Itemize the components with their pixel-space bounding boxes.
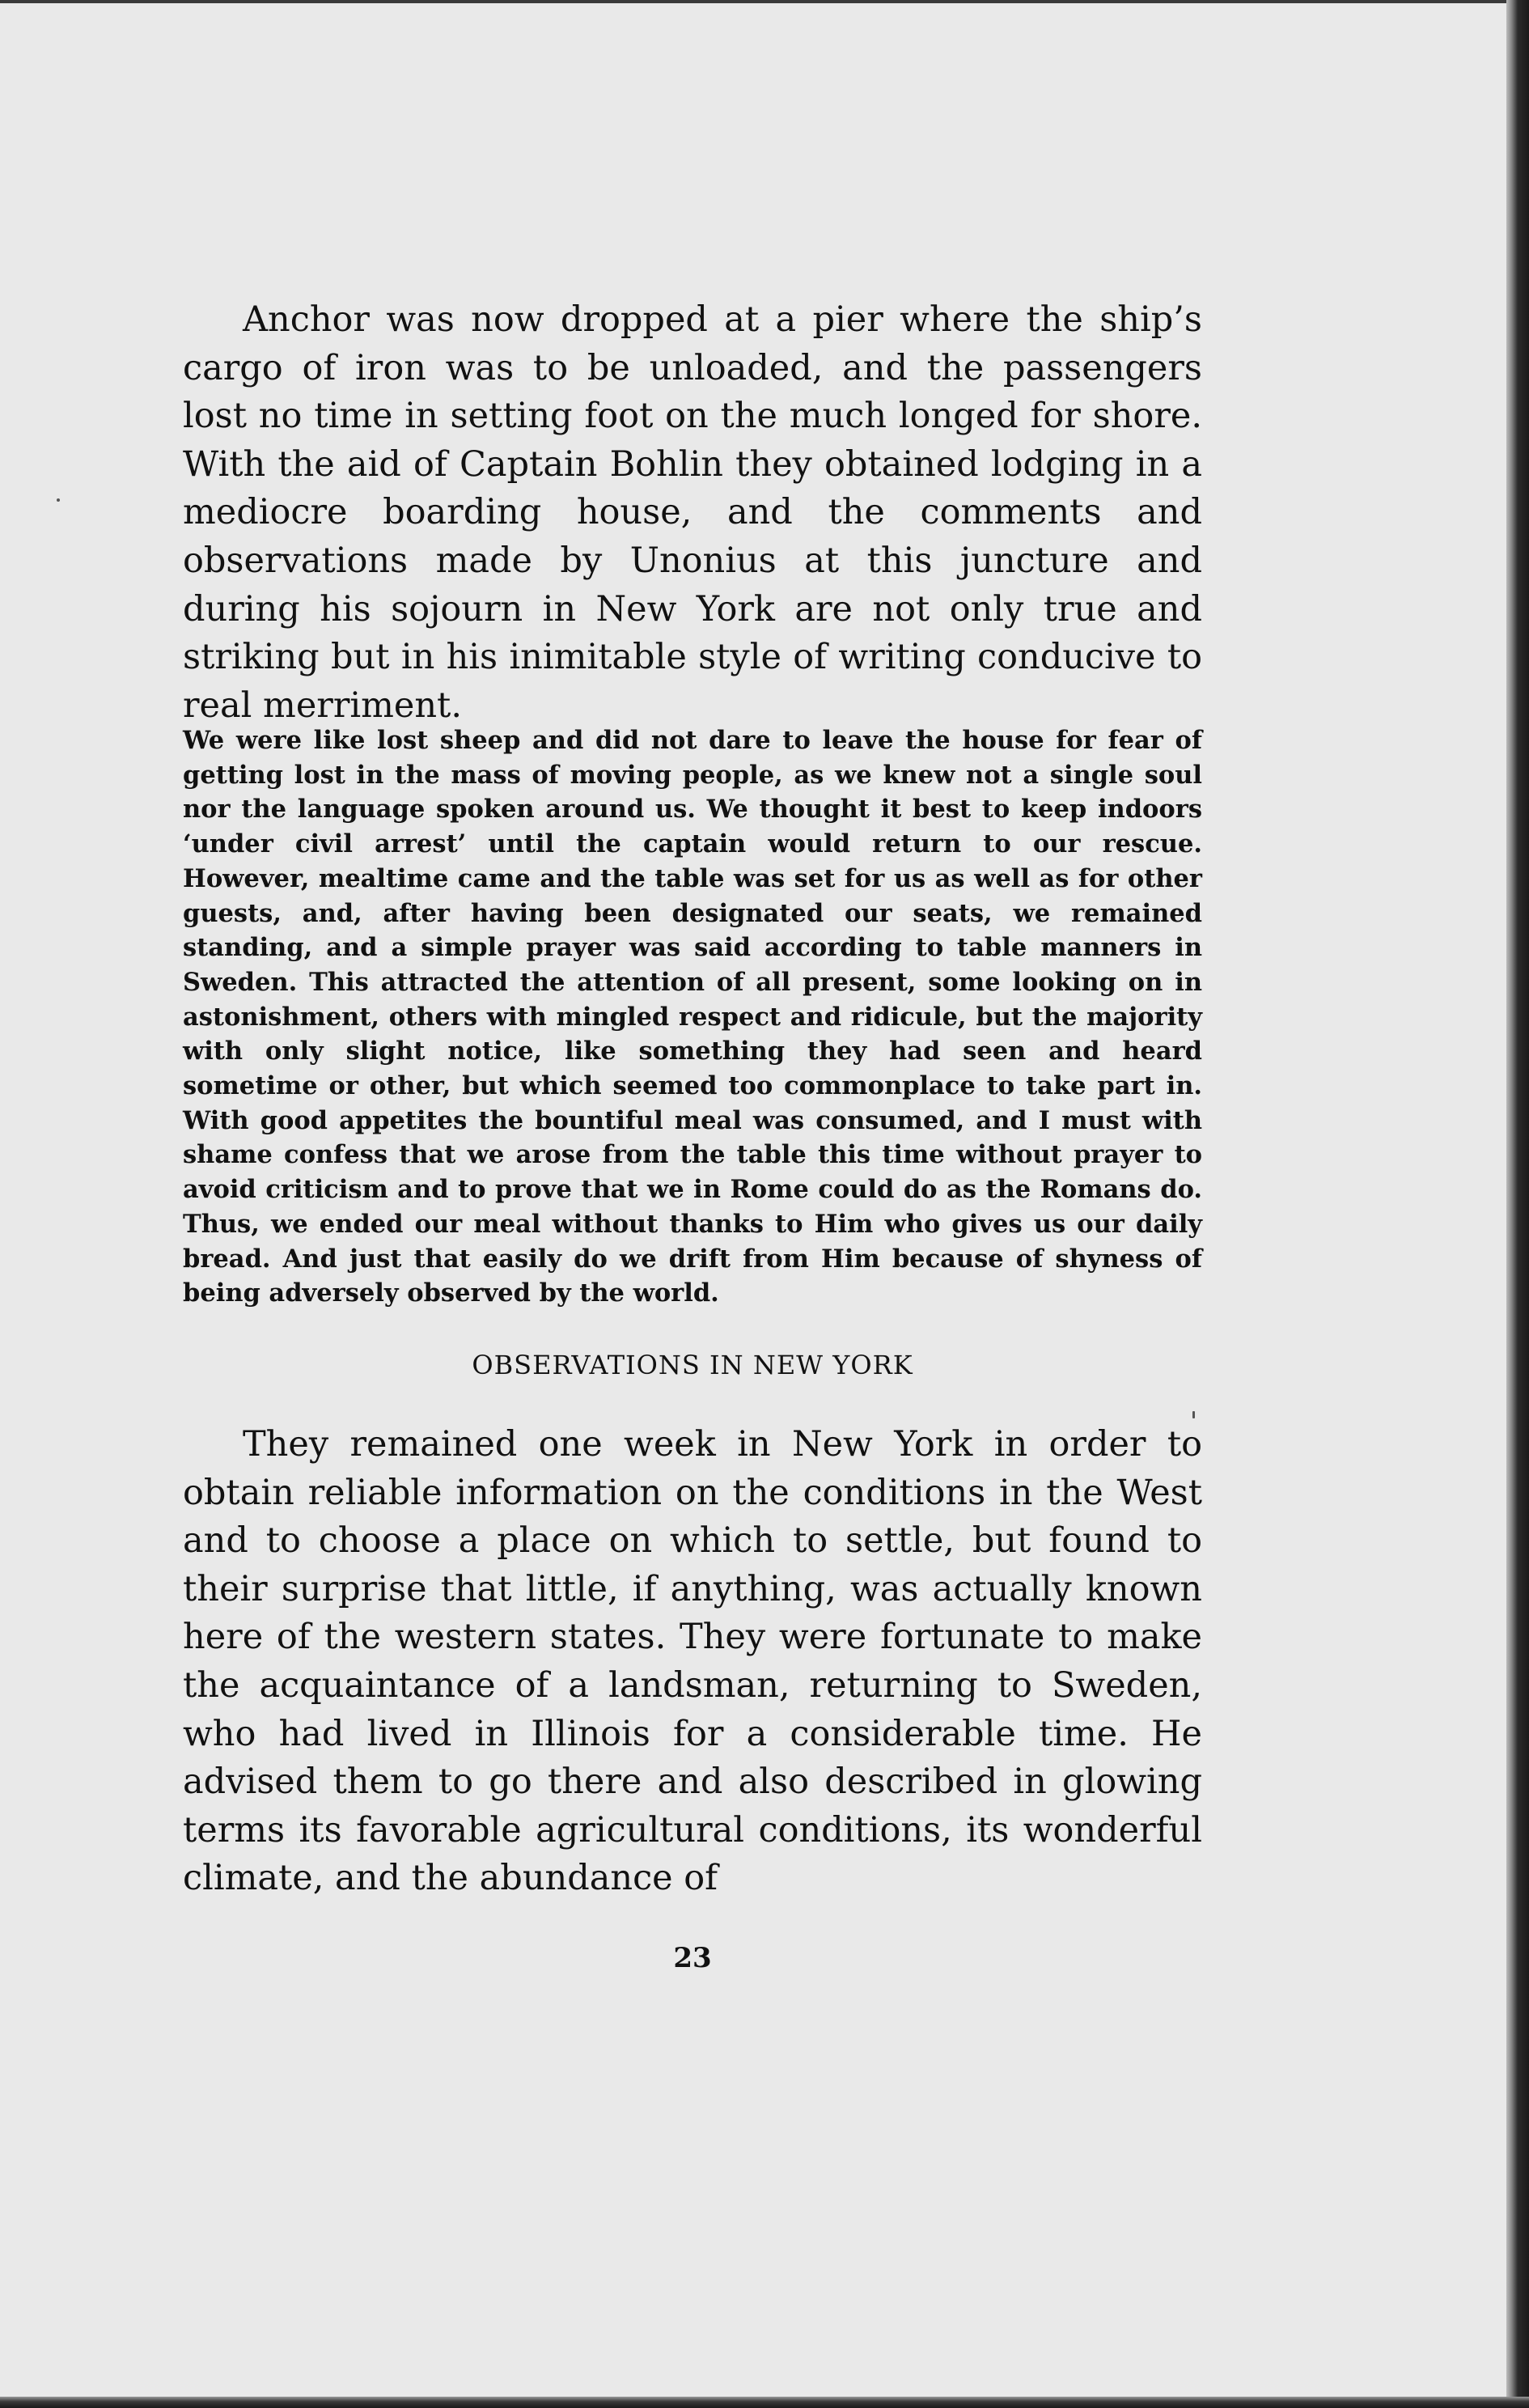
body-paragraph-new-york: They remained one week in New York in order to obtain reliable information on the conditions in the West and to choose a place on which to settle, but found to their surprise that little, if anything, was actually known here of the western states. They were fortunate to make the acquaintance of a landsman, returning to Sweden, who had lived in Illinois for a considerable time. He advised them to go there and also described in glowing terms its favorable agricultural conditions, its wonderful climate, and the abundance of xyxy=(183,1424,1202,1899)
scan-speck xyxy=(57,498,60,502)
block-quotation: We were like lost sheep and did not dare to leave the house for fear of getting lost in the mass of moving people, as we knew not a single soul nor the language spoken around us. We thought it best to keep indoors ‘under civil arrest’ until the captain would return to our rescue. However, mealtime came and the table was set for us as well as for other guests, and, after having been designated our seats, we remained standing, and a simple prayer was said according to table manners in Sweden. This attracted the attention of all present, some looking on in astonishment, others with mingled respect and ridicule, but the majority with only slight notice, like something they had seen and heard sometime or other, but which seemed too commonplace to take part in. With good appetites the bountiful meal was consumed, and I must with shame confess that we arose from the table this time without prayer to avoid criticism and to prove that we in Rome could do as the Romans do. Thus, we ended our meal without thanks to Him who gives us our daily bread. And just that easily do we drift from Him because of shyness of being adversely observed by the world. xyxy=(183,726,1202,1308)
section-heading: OBSERVATIONS IN NEW YORK xyxy=(472,1350,913,1380)
page-number: 23 xyxy=(673,1942,712,1974)
scan-edge-right xyxy=(1506,0,1529,2408)
scan-speck xyxy=(1192,1411,1195,1418)
scan-edge-bottom xyxy=(0,2397,1529,2408)
body-paragraph-anchor: Anchor was now dropped at a pier where the ship’s cargo of iron was to be unloaded, and the passengers lost no time in setting foot on the much longed for shore. With the aid of Captain Bohlin they obtained lodging in a mediocre boarding house, and the comments and observations made by Unonius at this juncture and during his sojourn in New York are not only true and striking but in his inimitable style of writing conducive to real merriment. xyxy=(183,299,1202,726)
